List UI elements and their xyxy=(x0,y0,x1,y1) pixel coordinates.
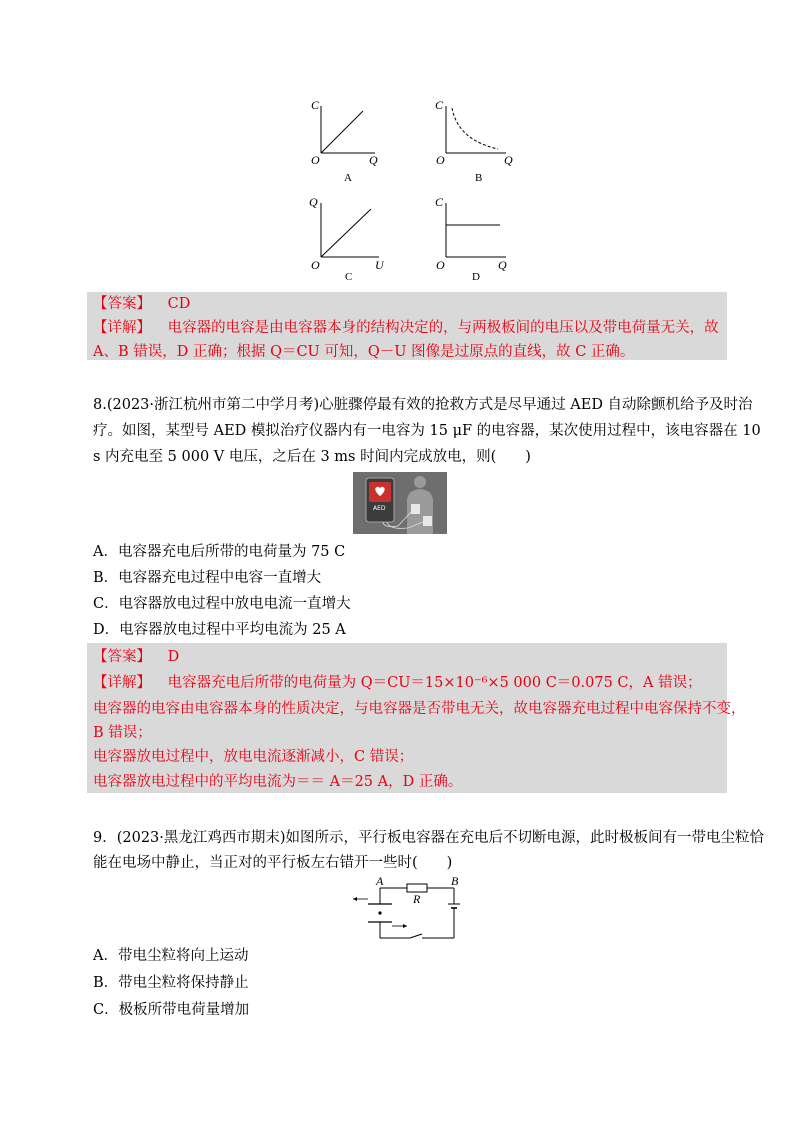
q8-detail-line1 xyxy=(93,673,702,693)
graph-c-origin: O xyxy=(311,258,320,272)
graph-c-y-label: Q xyxy=(309,195,318,209)
graph-c xyxy=(305,195,400,285)
aed-illustration xyxy=(353,472,447,534)
circuit-label-b: B xyxy=(451,874,459,888)
graph-d-origin: O xyxy=(436,258,445,272)
q7-detail-text1: 电容器的电容是由电容器本身的结构决定的，与两极板间的电压以及带电荷量无关，故 xyxy=(167,320,719,336)
q7-answer-line xyxy=(93,294,190,314)
q7-detail-label: 【详解】 xyxy=(93,320,151,336)
q9-option-c: C．极板所带电荷量增加 xyxy=(93,1002,250,1018)
graph-b-origin: O xyxy=(436,153,445,167)
graph-b xyxy=(430,98,525,186)
circuit-diagram xyxy=(350,876,465,942)
q8-detail-line2: 电容器的电容由电容器本身的性质决定，与电容器是否带电无关，故电容器充电过程中电容保持不变， xyxy=(93,701,746,717)
graph-d xyxy=(430,195,525,285)
q7-answer-value: CD xyxy=(167,296,191,312)
q8-stem-line1: 8.(2023·浙江杭州市第二中学月考)心脏骤停最有效的抢救方式是尽早通过 AED 自动除颤机给予及时治 xyxy=(93,397,753,413)
circuit-label-a: A xyxy=(376,874,384,888)
q8-detail-line3: B 错误； xyxy=(93,725,152,741)
q8-option-b: B．电容器充电过程中电容一直增大 xyxy=(93,570,322,586)
graph-d-y-label: C xyxy=(435,195,444,209)
graph-a xyxy=(305,98,395,186)
graph-a-origin: O xyxy=(311,153,320,167)
q8-detail-line4: 电容器放电过程中，放电电流逐渐减小，C 错误； xyxy=(93,749,414,765)
aed-image-text: AED xyxy=(373,505,386,512)
q8-detail-line5: 电容器放电过程中的平均电流为＝＝ A＝25 A，D 正确。 xyxy=(93,774,463,790)
circuit-label-r: R xyxy=(413,892,421,906)
q7-detail-line2: A、B 错误，D 正确；根据 Q＝CU 可知，Q－U 图像是过原点的直线，故 C 正确。 xyxy=(93,344,635,360)
graph-b-caption: B xyxy=(475,172,483,184)
q9-stem-line1: 9．(2023·黑龙江鸡西市期末)如图所示，平行板电容器在充电后不切断电源，此时极板间有一带电尘粒恰 xyxy=(93,830,765,846)
q9-option-b: B．带电尘粒将保持静止 xyxy=(93,975,249,991)
q8-option-c: C．电容器放电过程中放电电流一直增大 xyxy=(93,596,351,612)
q7-answer-label: 【答案】 xyxy=(93,296,151,312)
q8-detail-label: 【详解】 xyxy=(93,675,151,691)
aed-image xyxy=(353,472,447,534)
graph-c-x-label: U xyxy=(375,258,384,272)
graph-d-caption: D xyxy=(472,271,480,283)
graph-d-x-label: Q xyxy=(498,258,507,272)
graph-c-caption: C xyxy=(345,271,353,283)
q7-detail-line1 xyxy=(93,318,719,338)
q8-option-a: A．电容器充电后所带的电荷量为 75 C xyxy=(93,544,346,560)
graph-a-y-label: C xyxy=(311,98,320,112)
q8-detail-text1: 电容器充电后所带的电荷量为 Q＝CU＝15×10⁻⁶×5 000 C＝0.075 C，A 错误； xyxy=(167,675,702,691)
q8-stem-line3: s 内充电至 5 000 V 电压，之后在 3 ms 时间内完成放电，则( ) xyxy=(93,449,531,465)
graph-b-x-label: Q xyxy=(504,153,513,167)
q9-stem-line2: 能在电场中静止，当正对的平行板左右错开一些时( ) xyxy=(93,855,453,871)
q8-stem-line2: 疗。如图，某型号 AED 模拟治疗仪器内有一电容为 15 μF 的电容器，某次使用过程中，该电容器在 10 xyxy=(93,423,761,439)
graph-a-caption: A xyxy=(344,172,352,184)
circuit-svg xyxy=(350,876,465,942)
graph-a-x-label: Q xyxy=(369,153,378,167)
q8-answer-label: 【答案】 xyxy=(93,649,151,665)
q8-answer-value: D xyxy=(167,649,180,665)
q8-answer-line xyxy=(93,647,179,667)
graph-b-y-label: C xyxy=(435,98,444,112)
q9-option-a: A．带电尘粒将向上运动 xyxy=(93,948,249,964)
q8-option-d: D．电容器放电过程中平均电流为 25 A xyxy=(93,622,346,638)
